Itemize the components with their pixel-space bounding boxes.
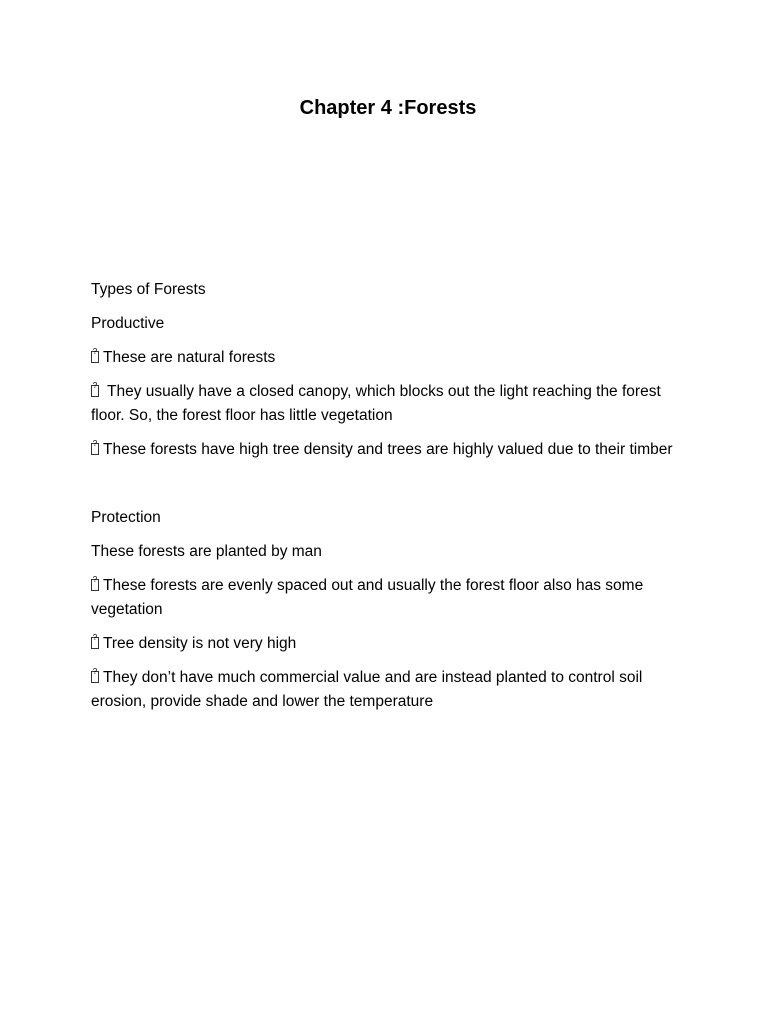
section-spacer: [91, 472, 681, 506]
document-body: [91, 278, 681, 724]
protection-bullet-item: [91, 632, 681, 656]
productive-bullet-item: [91, 438, 681, 462]
productive-heading: Productive: [91, 315, 165, 332]
productive-bullet-item: [91, 346, 681, 370]
protection-bullet-text: These forests are evenly spaced out and usually the forest floor also has some vegetation: [91, 577, 644, 618]
missing-glyph-bullet-icon: [91, 385, 99, 397]
productive-bullet-text: These are natural forests: [103, 349, 276, 366]
productive-bullet-text: They usually have a closed canopy, which blocks out the light reaching the forest floor. So, the forest floor has little vegetation: [91, 383, 661, 424]
protection-bullet-text: Tree density is not very high: [103, 635, 297, 652]
missing-glyph-bullet-icon: [91, 443, 99, 455]
missing-glyph-bullet-icon: [91, 637, 99, 649]
productive-bullet-item: [91, 380, 681, 428]
protection-bullet-item: [91, 574, 681, 622]
protection-heading: Protection: [91, 509, 161, 526]
productive-bullet-text: These forests have high tree density and trees are highly valued due to their timber: [103, 441, 673, 458]
missing-glyph-bullet-icon: [91, 671, 99, 683]
protection-bullet-item: [91, 666, 681, 714]
missing-glyph-bullet-icon: [91, 579, 99, 591]
protection-intro: These forests are planted by man: [91, 543, 322, 560]
section-heading: Types of Forests: [91, 281, 206, 298]
protection-bullet-text: They don’t have much commercial value and are instead planted to control soil erosion, provide shade and lower the temperature: [91, 669, 643, 710]
page-title: Chapter 4 :Forests: [299, 97, 477, 119]
missing-glyph-bullet-icon: [91, 351, 99, 363]
